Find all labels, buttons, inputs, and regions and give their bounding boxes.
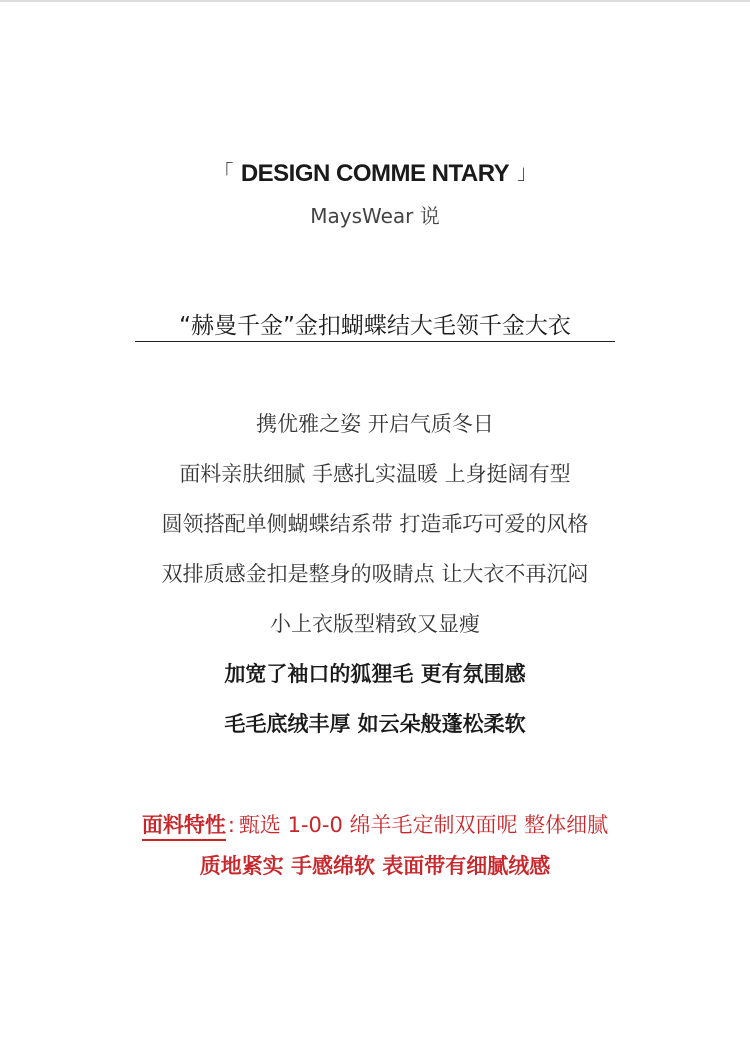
heading-text: DESIGN COMME NTARY xyxy=(240,160,510,187)
description-line-4: 双排质感金扣是整身的吸睛点 让大衣不再沉闷 xyxy=(161,562,589,586)
description-line-5: 小上衣版型精致又显瘦 xyxy=(270,612,480,636)
brand-subheading: MaysWear 说 xyxy=(310,204,440,228)
section-heading xyxy=(0,156,750,188)
fabric-feature-line xyxy=(0,809,750,839)
description-line-7: 毛毛底绒丰厚 如云朵般蓬松柔软 xyxy=(224,712,526,736)
description-line-2: 面料亲肤细腻 手感扎实温暖 上身挺阔有型 xyxy=(179,462,571,486)
description-line-6: 加宽了袖口的狐狸毛 更有氛围感 xyxy=(224,662,526,686)
description-line-3: 圆领搭配单侧蝴蝶结系带 打造乖巧可爱的风格 xyxy=(161,512,589,536)
fabric-feature-line-2: 质地紧实 手感绵软 表面带有细腻绒感 xyxy=(199,854,551,878)
fabric-feature-separator: : xyxy=(227,813,235,837)
heading-bracket-left: 「 xyxy=(213,162,233,184)
fabric-feature-text: 甄选 1-0-0 绵羊毛定制双面呢 整体细腻 xyxy=(238,813,609,837)
top-divider xyxy=(0,0,750,2)
heading-bracket-right: 」 xyxy=(517,162,537,184)
description-line-1: 携优雅之姿 开启气质冬日 xyxy=(256,412,494,436)
fabric-feature-label: 面料特性 xyxy=(142,813,226,841)
product-title: “赫曼千金”金扣蝴蝶结大毛领千金大衣 xyxy=(135,307,615,342)
